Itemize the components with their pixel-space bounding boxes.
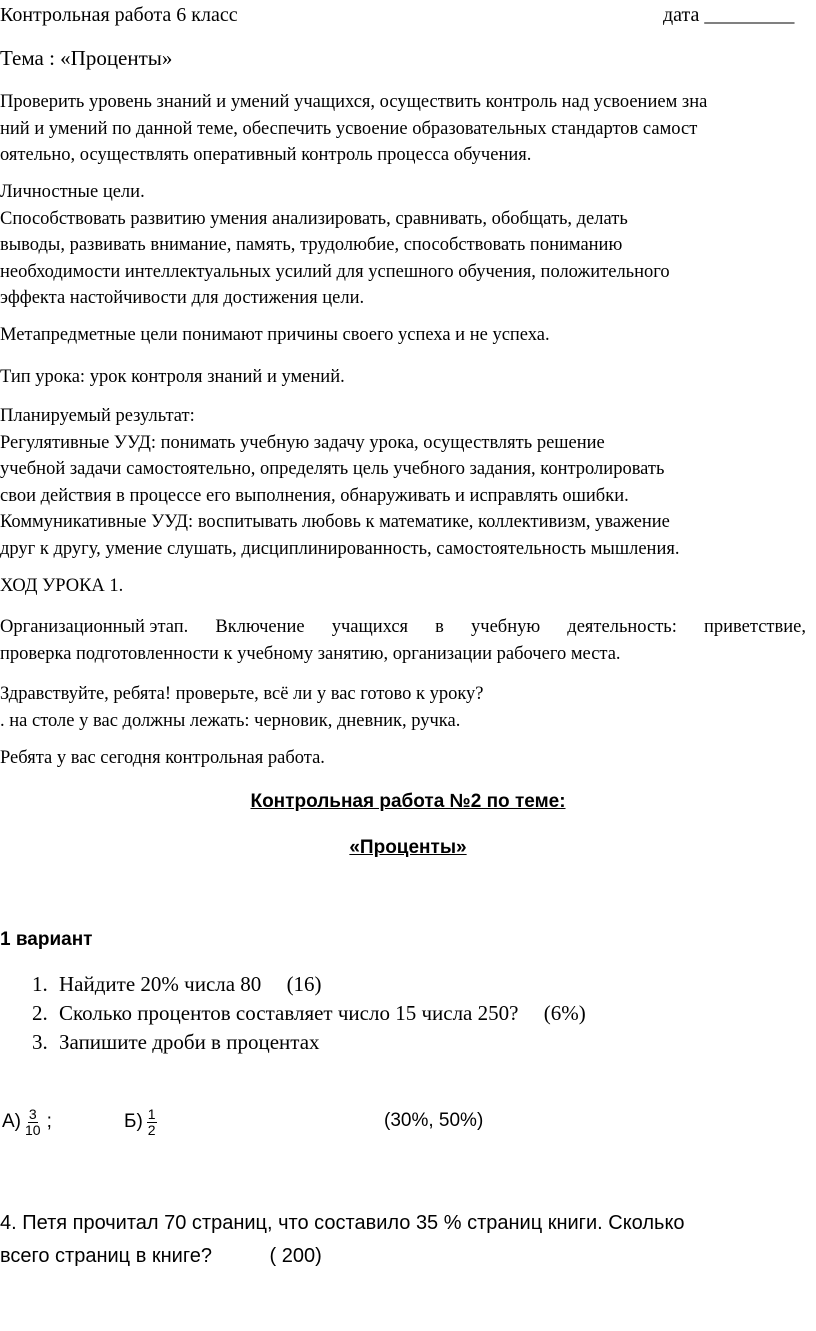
task-answer: (6%)	[543, 1001, 586, 1025]
planned-result-heading: Планируемый результат:	[0, 406, 195, 426]
planned-result-line: свои действия в процессе его выполнения, обнаруживать и исправлять ошибки.	[0, 485, 629, 506]
task-4-answer: ( 200)	[269, 1245, 322, 1267]
greeting-line: . на столе у вас должны лежать: черновик, дневник, ручка.	[0, 710, 461, 731]
planned-result	[0, 403, 816, 563]
task-4-text: всего страниц в книге?	[0, 1245, 212, 1267]
task-number: 2.	[32, 1001, 48, 1025]
planned-result-line: Коммуникативные УУД: воспитывать любовь к математике, коллективизм, уважение	[0, 512, 670, 533]
task-number: 3.	[32, 1030, 48, 1054]
task-answer: (16)	[286, 972, 322, 996]
test-topic: «Проценты»	[349, 837, 467, 858]
org-stage-line	[0, 614, 806, 641]
fraction-a-numerator: 3	[28, 1105, 37, 1122]
task-list	[32, 970, 586, 1057]
fraction-b-denominator: 2	[147, 1121, 156, 1138]
personal-goals-line: необходимости интеллектуальных усилий для успешного обучения, положительного	[0, 261, 670, 282]
intro-line: ний и умений по данной теме, обеспечить усвоение образовательных стандартов самост	[0, 118, 698, 139]
org-stage-word: приветствие,	[704, 617, 806, 637]
org-stage	[0, 614, 816, 667]
org-stage-word: учащихся	[331, 617, 409, 637]
org-stage-word: в	[435, 617, 444, 637]
org-stage-word: Включение	[215, 617, 305, 637]
greeting-line: Здравствуйте, ребята! проверьте, всё ли у вас готово к уроку?	[0, 684, 484, 704]
meta-goals: Метапредметные цели понимают причины своего успеха и не успеха.	[0, 325, 550, 345]
test-title: Контрольная работа №2 по теме:	[250, 791, 566, 812]
personal-goals-heading: Личностные цели.	[0, 182, 145, 202]
fraction-b-group	[124, 1100, 161, 1144]
fraction-separator: ;	[46, 1111, 52, 1132]
today-note: Ребята у вас сегодня контрольная работа.	[0, 748, 325, 768]
fraction-a-denominator: 10	[25, 1121, 41, 1138]
personal-goals-line: Способствовать развитию умения анализировать, сравнивать, обобщать, делать	[0, 208, 628, 229]
intro-paragraph	[0, 89, 816, 169]
date-field: дата _________	[663, 4, 795, 26]
task-text: Сколько процентов составляет число 15 числа 250?	[59, 1001, 519, 1025]
lesson-type: Тип урока: урок контроля знаний и умений.	[0, 367, 345, 387]
intro-line: Проверить уровень знаний и умений учащихся, осуществить контроль над усвоением зна	[0, 92, 708, 112]
document-title: Контрольная работа 6 класс	[0, 4, 238, 26]
fraction-b-label: Б)	[124, 1111, 143, 1132]
task-number: 1.	[32, 972, 48, 996]
org-stage-word: учебную	[471, 617, 541, 637]
fraction-b	[147, 1107, 157, 1138]
task-4	[0, 1207, 685, 1273]
personal-goals-line: выводы, развивать внимание, память, трудолюбие, способствовать пониманию	[0, 235, 623, 256]
task-4-line: 4. Петя прочитал 70 страниц, что составило 35 % страниц книги. Сколько	[0, 1212, 685, 1234]
topic-heading: Тема : «Проценты»	[0, 46, 173, 70]
task-item	[32, 1028, 586, 1057]
planned-result-line: учебной задачи самостоятельно, определять цель учебного задания, контролировать	[0, 459, 665, 480]
org-stage-word: Организационный этап.	[0, 617, 189, 637]
fraction-a-label: А)	[2, 1111, 21, 1132]
task-text: Запишите дроби в процентах	[59, 1030, 320, 1054]
fractions-answer: (30%, 50%)	[384, 1110, 484, 1131]
intro-line: оятельно, осуществлять оперативный контроль процесса обучения.	[0, 145, 532, 166]
fraction-a	[25, 1107, 41, 1138]
fractions-row	[2, 1100, 52, 1144]
task-4-line	[0, 1240, 685, 1273]
org-stage-word: деятельность:	[567, 617, 677, 637]
variant-heading: 1 вариант	[0, 929, 93, 950]
planned-result-line: друг к другу, умение слушать, дисциплинированность, самостоятельность мышления.	[0, 538, 680, 559]
task-item	[32, 970, 586, 999]
org-stage-line: проверка подготовленности к учебному занятию, организации рабочего места.	[0, 643, 621, 664]
personal-goals	[0, 179, 816, 312]
lesson-flow-heading: ХОД УРОКА 1.	[0, 576, 124, 596]
personal-goals-line: эффекта настойчивости для достижения цели.	[0, 288, 365, 309]
task-item	[32, 999, 586, 1028]
task-text: Найдите 20% числа 80	[59, 972, 262, 996]
planned-result-line: Регулятивные УУД: понимать учебную задачу урока, осуществлять решение	[0, 432, 605, 453]
fraction-b-numerator: 1	[147, 1105, 156, 1122]
greeting	[0, 681, 816, 734]
